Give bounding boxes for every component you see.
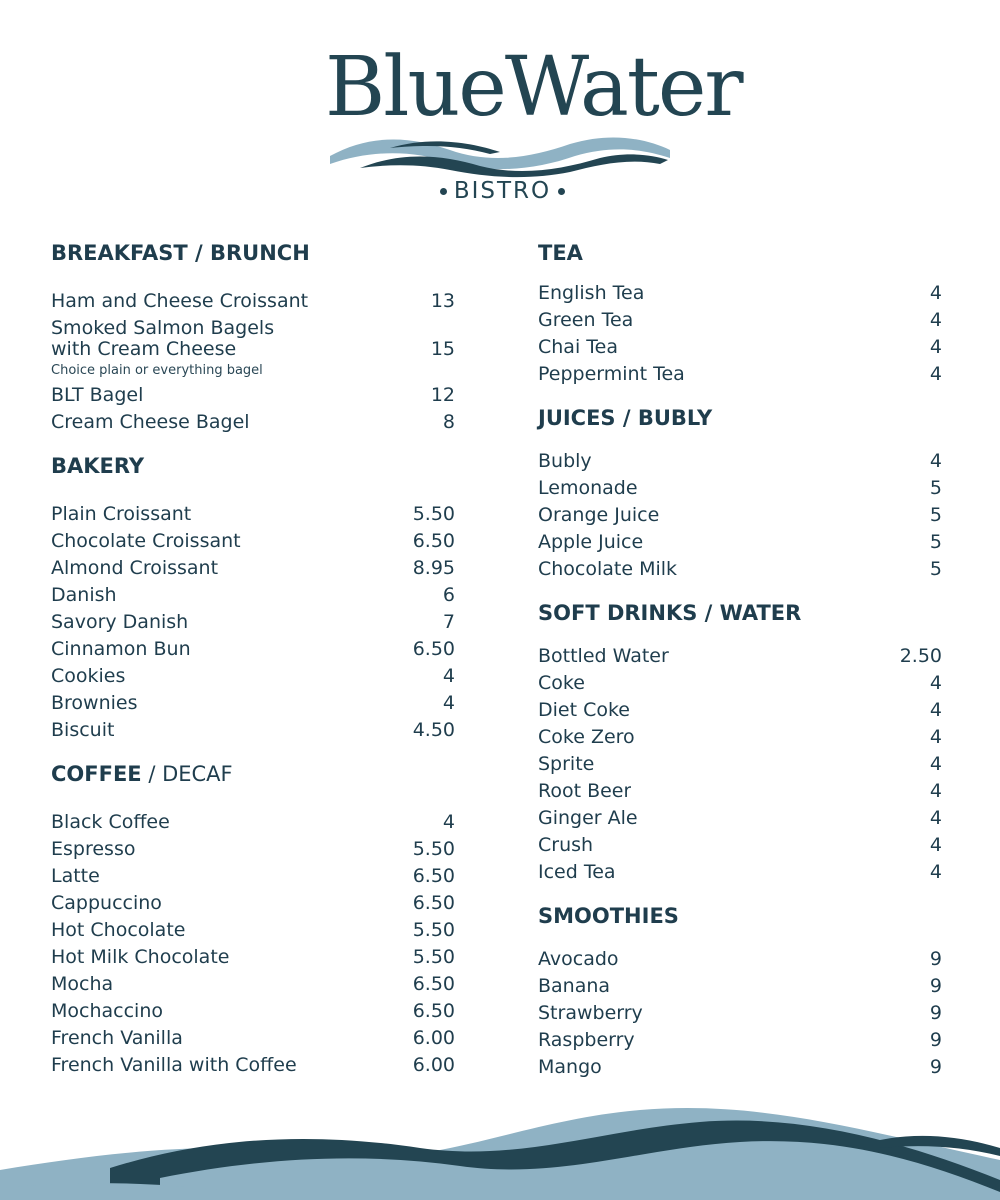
item-price: 6.50	[412, 865, 455, 887]
menu-item	[538, 973, 942, 1000]
item-price: 13	[430, 290, 455, 312]
dot-icon	[558, 188, 565, 195]
item-name: Crush	[538, 834, 594, 856]
item-price: 5.50	[412, 838, 455, 860]
item-name: Black Coffee	[51, 811, 170, 833]
item-name: Plain Croissant	[51, 503, 192, 525]
item-price: 4	[442, 665, 455, 687]
item-price: 6	[442, 584, 455, 606]
item-price: 4	[929, 834, 942, 856]
item-name: Peppermint Tea	[538, 363, 685, 385]
menu-item	[51, 690, 455, 717]
item-price: 4.50	[412, 719, 455, 741]
item-price: 4	[929, 699, 942, 721]
menu-item	[51, 944, 455, 971]
bistro-logo	[0, 0, 1000, 215]
menu-item	[538, 805, 942, 832]
section-title: JUICES / BUBLY	[538, 406, 713, 430]
item-name: Chocolate Croissant	[51, 530, 241, 552]
menu-section-bakery	[51, 453, 455, 744]
menu-item	[51, 288, 455, 315]
menu-item	[51, 917, 455, 944]
menu-item	[538, 334, 942, 361]
logo-wave-icon	[330, 128, 670, 178]
item-name: Hot Milk Chocolate	[51, 946, 230, 968]
menu-item	[538, 556, 942, 583]
menu-item	[51, 890, 455, 917]
bottom-wave-decoration	[0, 1100, 1000, 1200]
item-name: Green Tea	[538, 309, 634, 331]
section-title-main: COFFEE	[51, 762, 142, 786]
menu-item	[538, 502, 942, 529]
menu-section-soft-drinks	[538, 600, 942, 886]
section-title: BAKERY	[51, 454, 145, 478]
item-name: Smoked Salmon Bagels with Cream Cheese	[51, 318, 275, 360]
item-name: Ham and Cheese Croissant	[51, 290, 309, 312]
item-name: Almond Croissant	[51, 557, 219, 579]
menu-section-coffee	[51, 761, 455, 1079]
item-name: Bubly	[538, 450, 592, 472]
menu-item	[51, 501, 455, 528]
item-name: Ginger Ale	[538, 807, 638, 829]
item-price: 4	[929, 450, 942, 472]
menu-left-column	[51, 240, 455, 1079]
menu-item	[51, 717, 455, 744]
menu-item	[51, 836, 455, 863]
item-name: Latte	[51, 865, 100, 887]
item-price: 9	[929, 1029, 942, 1051]
item-name: Coke Zero	[538, 726, 635, 748]
item-name: Mochaccino	[51, 1000, 163, 1022]
item-price: 9	[929, 975, 942, 997]
item-price: 5.50	[412, 946, 455, 968]
item-name: Apple Juice	[538, 531, 644, 553]
item-name: Hot Chocolate	[51, 919, 186, 941]
item-name: Banana	[538, 975, 611, 997]
dot-icon	[440, 188, 447, 195]
logo-subtitle-text: BISTRO	[453, 178, 552, 204]
item-name: Cookies	[51, 665, 126, 687]
menu-item	[51, 863, 455, 890]
item-name: Cappuccino	[51, 892, 162, 914]
item-price: 4	[929, 282, 942, 304]
item-price: 6.50	[412, 892, 455, 914]
item-price: 4	[929, 726, 942, 748]
item-price: 12	[430, 384, 455, 406]
menu-item	[538, 859, 942, 886]
item-name: Bottled Water	[538, 645, 669, 667]
item-price: 6.50	[412, 973, 455, 995]
item-price: 9	[929, 1002, 942, 1024]
menu-item	[51, 409, 455, 436]
item-price: 5	[929, 558, 942, 580]
item-price: 4	[929, 753, 942, 775]
item-name: Iced Tea	[538, 861, 616, 883]
menu-item	[538, 1027, 942, 1054]
item-name: French Vanilla with Coffee	[51, 1054, 297, 1076]
item-name: Savory Danish	[51, 611, 189, 633]
section-title	[51, 761, 455, 787]
menu-item	[51, 1025, 455, 1052]
item-name: Mango	[538, 1056, 602, 1078]
item-price: 8.95	[412, 557, 455, 579]
menu-section-smoothies	[538, 903, 942, 1081]
menu-item	[538, 307, 942, 334]
item-price: 4	[442, 692, 455, 714]
item-price: 6.00	[412, 1054, 455, 1076]
menu-item	[51, 971, 455, 998]
item-name: Cream Cheese Bagel	[51, 411, 250, 433]
menu-item	[51, 528, 455, 555]
menu-item	[538, 643, 942, 670]
item-price: 6.50	[412, 638, 455, 660]
item-name: Brownies	[51, 692, 138, 714]
menu-item	[51, 809, 455, 836]
menu-item	[51, 636, 455, 663]
item-price: 4	[929, 309, 942, 331]
item-price: 6.50	[412, 1000, 455, 1022]
item-price: 5	[929, 504, 942, 526]
item-name: English Tea	[538, 282, 645, 304]
item-price: 4	[929, 807, 942, 829]
section-title-sub: / DECAF	[141, 762, 233, 786]
section-title: SMOOTHIES	[538, 904, 679, 928]
menu-item	[51, 318, 455, 360]
menu-item	[538, 1000, 942, 1027]
item-name: Coke	[538, 672, 585, 694]
item-price: 7	[442, 611, 455, 633]
item-price: 5.50	[412, 503, 455, 525]
item-price: 9	[929, 1056, 942, 1078]
item-name: Espresso	[51, 838, 136, 860]
item-price: 4	[929, 780, 942, 802]
menu-item	[538, 448, 942, 475]
menu-item	[538, 475, 942, 502]
menu-item	[538, 946, 942, 973]
menu-section-tea	[538, 240, 942, 388]
item-name: Chai Tea	[538, 336, 618, 358]
item-price: 4	[442, 811, 455, 833]
menu-item	[538, 361, 942, 388]
logo-subtitle	[430, 178, 575, 204]
menu-item	[538, 832, 942, 859]
item-name: Danish	[51, 584, 117, 606]
menu-right-column	[538, 240, 942, 1081]
menu-item	[538, 778, 942, 805]
menu-item	[51, 663, 455, 690]
section-title: SOFT DRINKS / WATER	[538, 601, 802, 625]
menu-item	[538, 280, 942, 307]
item-price: 9	[929, 948, 942, 970]
menu-item	[51, 609, 455, 636]
item-price: 4	[929, 672, 942, 694]
item-name: Sprite	[538, 753, 595, 775]
menu-item	[538, 697, 942, 724]
menu-item	[51, 582, 455, 609]
section-title: BREAKFAST / BRUNCH	[51, 241, 310, 265]
item-price: 8	[442, 411, 455, 433]
item-name: Lemonade	[538, 477, 638, 499]
menu-item	[538, 670, 942, 697]
item-name: French Vanilla	[51, 1027, 183, 1049]
item-name: Avocado	[538, 948, 619, 970]
item-name: Diet Coke	[538, 699, 630, 721]
item-name: Root Beer	[538, 780, 632, 802]
item-price: 4	[929, 861, 942, 883]
item-price: 5	[929, 477, 942, 499]
item-name: Strawberry	[538, 1002, 643, 1024]
menu-item	[51, 998, 455, 1025]
item-price: 15	[430, 338, 455, 360]
item-name: Cinnamon Bun	[51, 638, 191, 660]
item-name: Biscuit	[51, 719, 115, 741]
menu-item	[538, 751, 942, 778]
section-title: TEA	[538, 241, 583, 265]
item-price: 6.50	[412, 530, 455, 552]
menu-section-breakfast	[51, 240, 455, 436]
item-price: 5	[929, 531, 942, 553]
menu-item	[538, 529, 942, 556]
menu-item	[538, 724, 942, 751]
item-price: 4	[929, 363, 942, 385]
item-name: Raspberry	[538, 1029, 635, 1051]
item-price: 5.50	[412, 919, 455, 941]
menu-section-juices	[538, 405, 942, 583]
menu-item	[51, 1052, 455, 1079]
item-name: Orange Juice	[538, 504, 660, 526]
item-price: 6.00	[412, 1027, 455, 1049]
item-name: Chocolate Milk	[538, 558, 678, 580]
item-price: 2.50	[899, 645, 942, 667]
item-name: BLT Bagel	[51, 384, 144, 406]
item-name: Mocha	[51, 973, 114, 995]
item-note: Choice plain or everything bagel	[51, 363, 263, 378]
menu-item	[538, 1054, 942, 1081]
item-price: 4	[929, 336, 942, 358]
menu-item	[51, 382, 455, 409]
logo-wordmark: BlueWater	[325, 40, 742, 135]
menu-item	[51, 555, 455, 582]
